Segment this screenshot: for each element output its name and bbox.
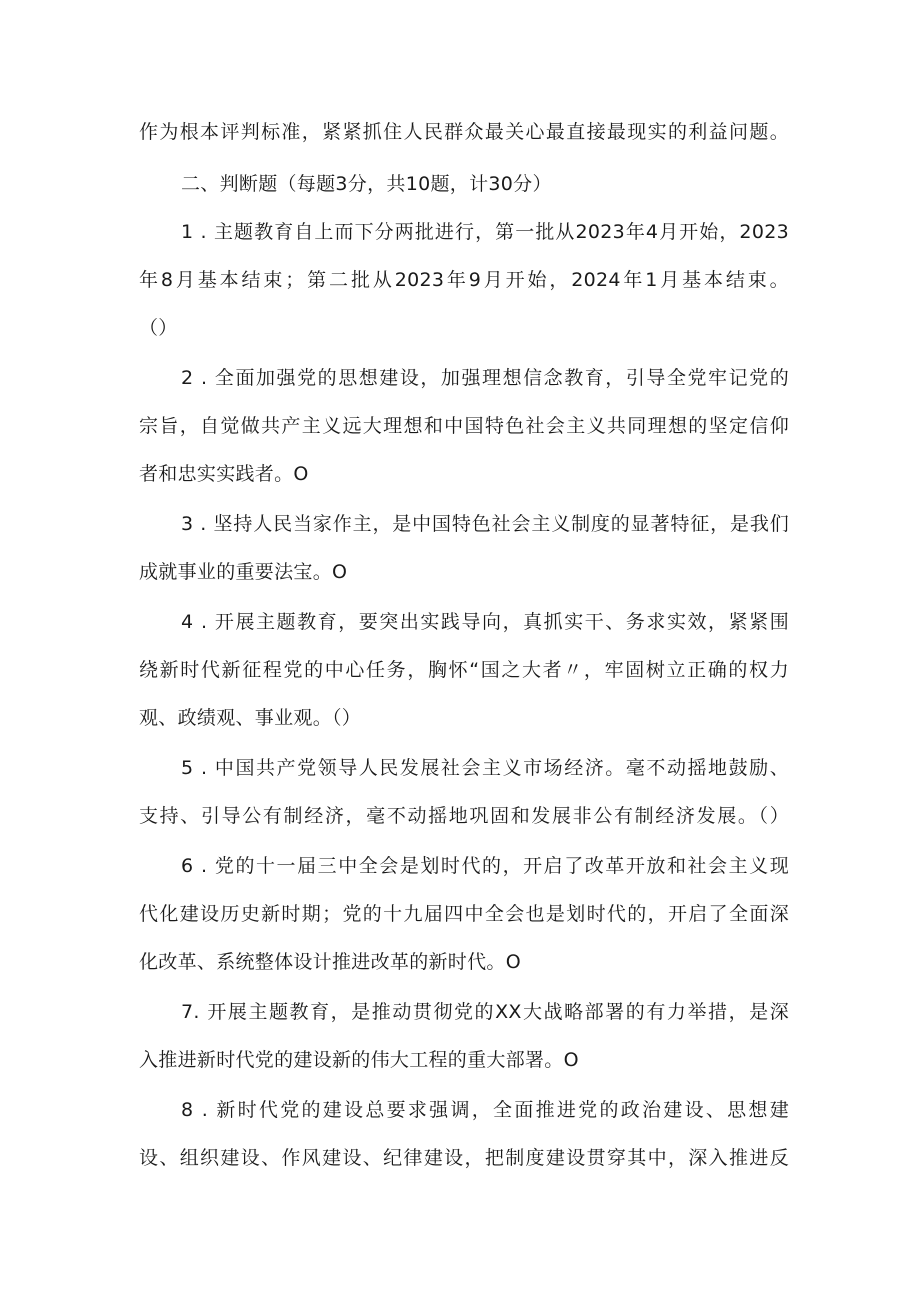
question-8-line: 8 . 新时代党的建设总要求强调，全面推进党的政治建设、思想建	[181, 1099, 789, 1121]
question-2-line: 宗旨，自觉做共产主义远大理想和中国特色社会主义共同理想的坚定信仰	[139, 415, 789, 437]
question-4-line: 观、政绩观、事业观。（）	[139, 707, 362, 729]
question-7-line: 7. 开展主题教育，是推动贯彻党的XX大战略部署的有力举措，是深	[181, 1001, 789, 1023]
question-3-line: 成就事业的重要法宝。O	[139, 561, 348, 583]
question-4-line: 绕新时代新征程党的中心任务，胸怀“国之大者〃，牢固树立正确的权力	[139, 659, 789, 681]
question-2-line: 者和忠实实践者。O	[139, 463, 309, 485]
question-1-line: 年8月基本结束；第二批从2023年9月开始，2024年1月基本结束。	[139, 269, 789, 291]
question-1-line: 1 . 主题教育自上而下分两批进行，第一批从2023年4月开始，2023	[181, 221, 789, 243]
question-8-line: 设、组织建设、作风建设、纪律建设，把制度建设贯穿其中，深入推进反	[139, 1147, 789, 1169]
section-heading: 二、判断题（每题3分，共10题，计30分）	[181, 173, 552, 195]
question-7-line: 入推进新时代党的建设新的伟大工程的重大部署。O	[139, 1049, 579, 1071]
question-5-line: 5 . 中国共产党领导人民发展社会主义市场经济。毫不动摇地鼓励、	[181, 757, 789, 779]
question-3-line: 3 . 坚持人民当家作主，是中国特色社会主义制度的显著特征，是我们	[181, 513, 789, 535]
question-6-line: 化改革、系统整体设计推进改革的新时代。O	[139, 951, 521, 973]
question-1-answer-blank: （）	[139, 317, 178, 339]
paragraph-line: 作为根本评判标准，紧紧抓住人民群众最关心最直接最现实的利益问题。	[139, 121, 789, 143]
question-6-line: 6 . 党的十一届三中全会是划时代的，开启了改革开放和社会主义现	[181, 855, 789, 877]
question-2-line: 2 . 全面加强党的思想建设，加强理想信念教育，引导全党牢记党的	[181, 367, 789, 389]
question-6-line: 代化建设历史新时期；党的十九届四中全会也是划时代的，开启了全面深	[139, 903, 789, 925]
question-5-line: 支持、引导公有制经济，毫不动摇地巩固和发展非公有制经济发展。（）	[139, 805, 789, 827]
question-4-line: 4 . 开展主题教育，要突出实践导向，真抓实干、务求实效，紧紧围	[181, 611, 789, 633]
